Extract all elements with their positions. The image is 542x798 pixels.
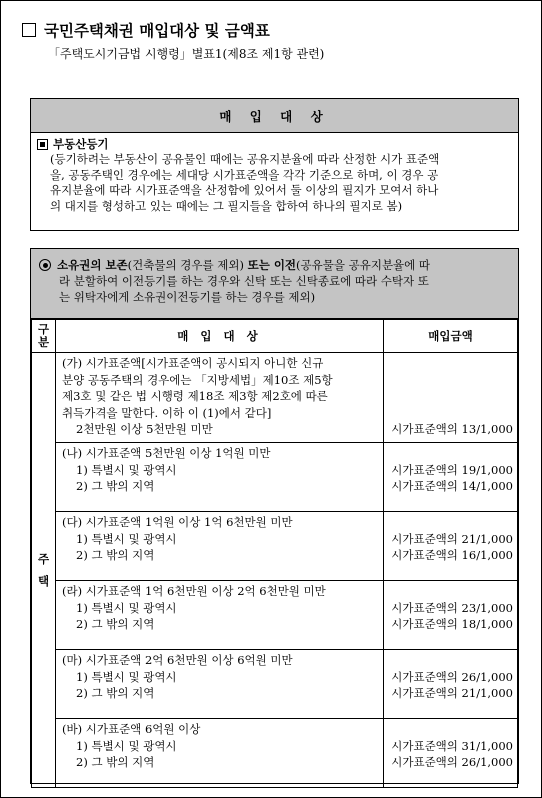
document-title (22, 19, 270, 41)
table-row (32, 512, 518, 581)
ownership-header (31, 249, 518, 319)
description-line: 의 대지를 형성하고 있는 때에는 그 필지들을 합하여 하나의 필지로 봄) (50, 198, 403, 213)
col-header-item: 매 입 대 상 (56, 320, 384, 353)
table-row (32, 353, 518, 443)
section-title-text: 부동산등기 (53, 137, 109, 151)
col-header-gubun: 구 분 (32, 320, 56, 353)
description-line: 유지분율에 따라 시가표준액을 산정함에 있어서 둘 이상의 필지가 모여서 하나 (50, 183, 439, 197)
real-estate-description (37, 152, 512, 214)
circle-bullet-icon (39, 259, 51, 271)
row-amount: 시가표준액의 13/1,000 (384, 353, 518, 443)
table-row (32, 581, 518, 650)
col-header-amount: 매입금액 (384, 320, 518, 353)
row-description: (나) 시가표준액 5천만원 이상 1억원 미만 1) 특별시 및 광역시 2) 그 밖의 지역 (56, 443, 384, 512)
real-estate-section-title (37, 136, 512, 152)
ownership-head-line3: 는 위탁자에게 소유권이전등기를 하는 경우를 제외) (59, 290, 316, 304)
title-text: 국민주택채권 매입대상 및 금액표 (44, 21, 270, 40)
filled-square-bullet-icon (37, 139, 48, 150)
row-amount: 시가표준액의 23/1,000 시가표준액의 18/1,000 (384, 581, 518, 650)
square-bullet-icon (22, 23, 36, 37)
description-line: (등기하려는 부동산이 공유물인 때에는 공유지분율에 따라 산정한 시가 표준액 (50, 152, 440, 166)
purchase-table (31, 319, 518, 788)
head-bold-2: 또는 이전 (247, 258, 297, 272)
row-amount: 시가표준액의 19/1,000 시가표준액의 14/1,000 (384, 443, 518, 512)
head-text-1: (건축물의 경우를 제외) (127, 258, 248, 272)
ownership-head-line2: 라 분할하여 이전등기를 하는 경우와 신탁 또는 신탁종료에 따라 수탁자 또 (59, 274, 429, 288)
table-row (32, 443, 518, 512)
ownership-box (30, 248, 519, 784)
row-description: (바) 시가표준액 6억원 이상 1) 특별시 및 광역시 2) 그 밖의 지역 (56, 719, 384, 788)
real-estate-header: 매 입 대 상 (31, 99, 518, 133)
head-text-2: (공유물을 공유지분율에 따 (296, 258, 431, 272)
real-estate-box (30, 98, 519, 231)
row-description: (다) 시가표준액 1억원 이상 1억 6천만원 미만 1) 특별시 및 광역시 2) 그 밖의 지역 (56, 512, 384, 581)
row-description: (라) 시가표준액 1억 6천만원 이상 2억 6천만원 미만 1) 특별시 및 광역시 2) 그 밖의 지역 (56, 581, 384, 650)
row-amount: 시가표준액의 26/1,000 시가표준액의 21/1,000 (384, 650, 518, 719)
table-row (32, 719, 518, 788)
housing-category-cell: 주 택 (32, 353, 56, 788)
head-bold-1: 소유권의 보존 (57, 258, 128, 272)
row-amount: 시가표준액의 21/1,000 시가표준액의 16/1,000 (384, 512, 518, 581)
description-line: 을, 공동주택인 경우에는 세대당 시가표준액을 각각 기준으로 하며, 이 경우 공 (50, 167, 439, 182)
document-subtitle: 「주택도시기금법 시행령」별표1(제8조 제1항 관련) (48, 47, 325, 61)
row-description: (가) 시가표준액[시가표준액이 공시되지 아니한 신규 분양 공동주택의 경우에는 「지방세법」제10조 제5항 제3호 및 같은 법 시행령 제18조 제3항 제2호에 따른 취득가격을 말한다. 이하 이 (1)에서 같다] 2천만원 이상 5천만원 미만 (56, 353, 384, 443)
ownership-head-line1 (57, 257, 430, 273)
table-row (32, 650, 518, 719)
row-amount: 시가표준액의 31/1,000 시가표준액의 26/1,000 (384, 719, 518, 788)
row-description: (마) 시가표준액 2억 6천만원 이상 6억원 미만 1) 특별시 및 광역시 2) 그 밖의 지역 (56, 650, 384, 719)
